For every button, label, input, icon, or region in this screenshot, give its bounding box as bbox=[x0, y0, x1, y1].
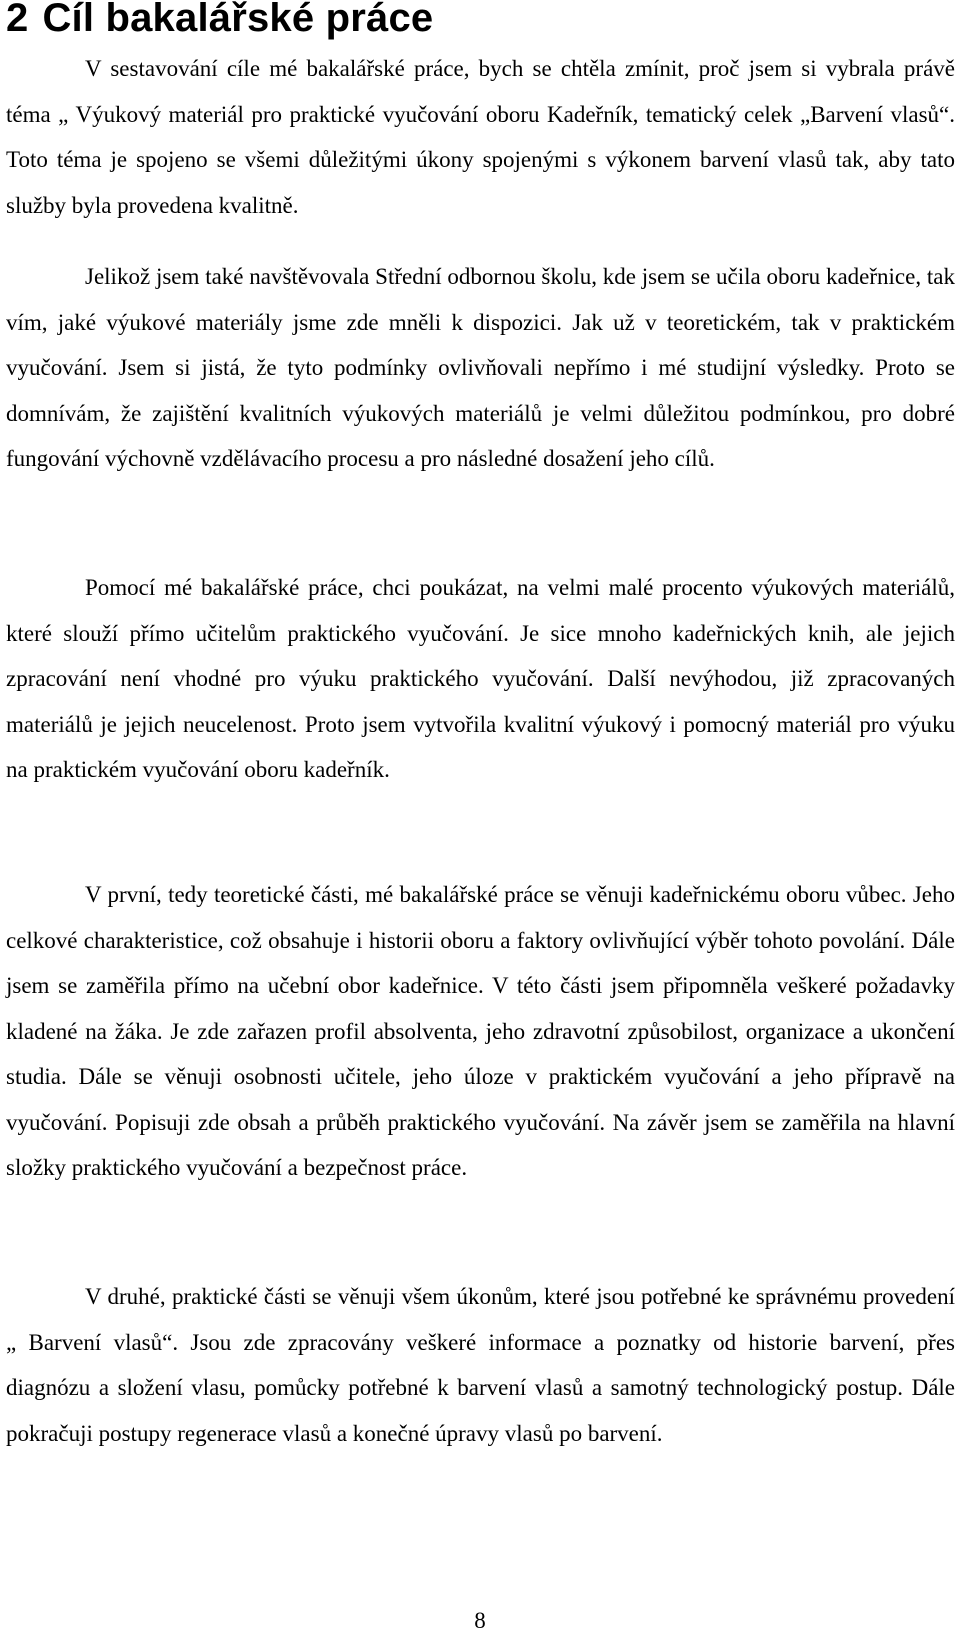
paragraph-purpose: Pomocí mé bakalářské práce, chci poukázat, na velmi malé procento výukových materiálů, které slouží přímo učitelům praktického vyučování. Je sice mnoho kadeřnických knih, ale jejich zpracování není vhodné pro výuku praktického vyučování. Další nevýhodou, již zpracovaných materiálů je jejich neucelenost. Proto jsem vytvořila kvalitní výukový i pomocný materiál pro výuku na praktickém vyučování oboru kadeřník. bbox=[6, 575, 955, 782]
paragraph-personal-experience: Jelikož jsem také navštěvovala Střední odbornou školu, kde jsem se učila oboru kadeřnice, tak vím, jaké výukové materiály jsme zde mněli k dispozici. Jak už v teoretickém, tak v praktickém vyučování. Jsem si jistá, že tyto podmínky ovlivňovali nepřímo i mé studijní výsledky. Proto se domnívám, že zajištění kvalitních výukových materiálů je velmi důležitou podmínkou, pro dobré fungování výchovně vzdělávacího procesu a pro následné dosažení jeho cílů. bbox=[6, 264, 955, 471]
paragraph-goal-intro: V sestavování cíle mé bakalářské práce, bych se chtěla zmínit, proč jsem si vybrala právě téma „ Výukový materiál pro praktické vyučování oboru Kadeřník, tematický celek „Barvení vlasů“. Toto téma je spojeno se všemi důležitými úkony spojenými s výkonem barvení vlasů tak, aby tato služby byla provedena kvalitně. bbox=[6, 56, 955, 218]
chapter-title: Cíl bakalářské práce bbox=[42, 0, 434, 40]
paragraph-theoretical-part: V první, tedy teoretické části, mé bakalářské práce se věnuji kadeřnickému oboru vůbec. Jeho celkové charakteristice, což obsahuje i historii oboru a faktory ovlivňující výběr tohoto povolání. Dále jsem se zaměřila přímo na učební obor kadeřnice. V této části jsem připomněla veškeré požadavky kladené na žáka. Je zde zařazen profil absolventa, jeho zdravotní způsobilost, organizace a ukončení studia. Dále se věnuji osobnosti učitele, jeho úloze v praktickém vyučování a jeho přípravě na vyučování. Popisuji zde obsah a průběh praktického vyučování. Na závěr jsem se zaměřila na hlavní složky praktického vyučování a bezpečnost práce. bbox=[6, 882, 955, 1180]
page-number: 8 bbox=[474, 1608, 486, 1633]
chapter-heading bbox=[6, 0, 433, 38]
chapter-number: 2 bbox=[6, 0, 29, 40]
paragraph-practical-part: V druhé, praktické části se věnuji všem úkonům, které jsou potřebné ke správnému provedení „ Barvení vlasů“. Jsou zde zpracovány veškeré informace a poznatky od historie barvení, přes diagnózu a složení vlasu, pomůcky potřebné k barvení vlasů a samotný technologický postup. Dále pokračuji postupy regenerace vlasů a konečné úpravy vlasů po barvení. bbox=[6, 1284, 955, 1446]
